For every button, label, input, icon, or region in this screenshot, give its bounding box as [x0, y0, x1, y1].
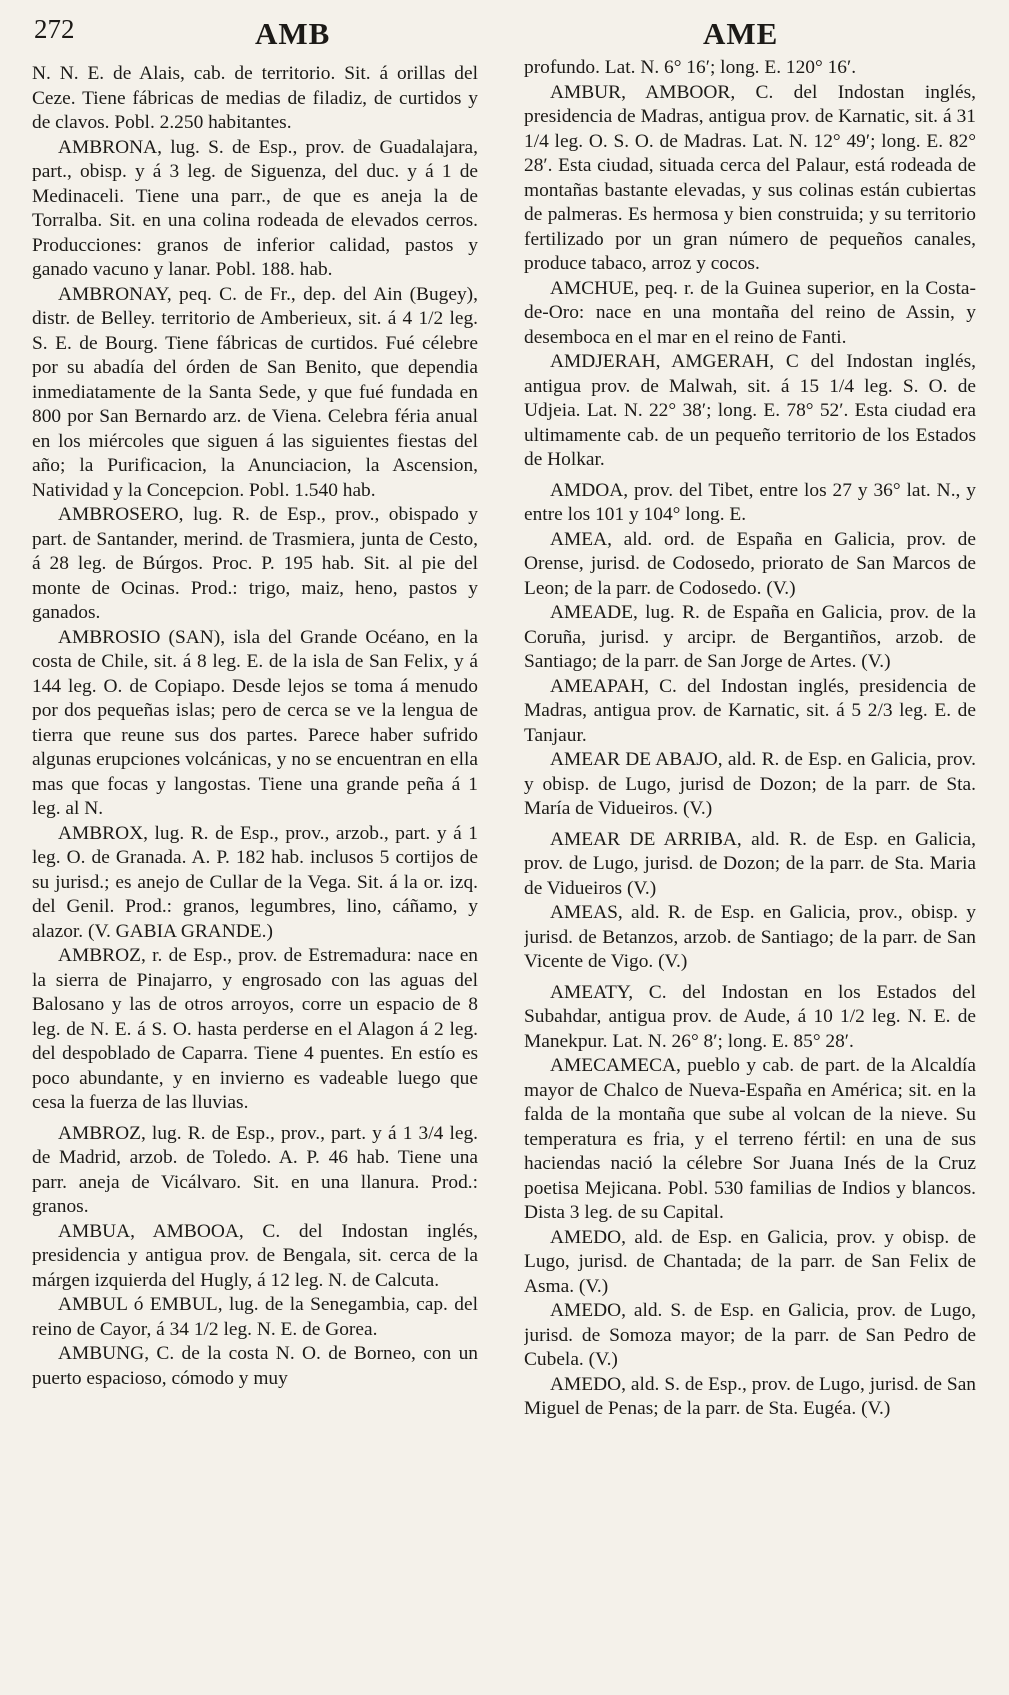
left-column [32, 62, 478, 1687]
entry-paragraph: AMCHUE, peq. r. de la Guinea superior, en la Costa-de-Oro: nace en una montaña del reino de Assin, y desemboca en el mar en el reino de Fanti. [524, 277, 976, 348]
entry-paragraph: AMECAMECA, pueblo y cab. de part. de la Alcaldía mayor de Chalco de Nueva-España en América; sit. en la falda de la montaña que sube al volcan de la nieve. Su temperatura es fria, y el terreno fértil: en una de sus haciendas nació la célebre Sor Juana Inés de la Cruz poetisa Mejicana. Pobl. 530 familias de Indios y blancos. Dista 3 leg. de su Capital. [524, 1055, 976, 1223]
entry-paragraph: AMBRONAY, peq. C. de Fr., dep. del Ain (Bugey), distr. de Belley. territorio de Amberieux, sit. á 4 1/2 leg. S. E. de Bourg. Tiene fábricas de curtidos. Fué célebre por su abadía del órden de San Benito, que dependia inmediatamente de la Santa Sede, y que fué fundada en 800 por San Bernardo arz. de Viena. Celebra féria anual en los miércoles que siguen á las siguientes fiestas del año; la Purificacion, la Anunciacion, la Ascension, Natividad y la Concepcion. Pobl. 1.540 hab. [32, 283, 478, 501]
entry-paragraph: AMBROZ, r. de Esp., prov. de Estremadura: nace en la sierra de Pinajarro, y engrosado con las aguas del Balosano y las de otros arroyos, corre un espacio de 8 leg. de N. E. á S. O. hasta perderse en el Alagon á 2 leg. del despoblado de Caparra. Tiene 4 puentes. En estío es poco abundante, y en invierno es vadeable luego que cesa la fuerza de las lluvias. [32, 945, 478, 1113]
entry-paragraph: AMBUNG, C. de la costa N. O. de Borneo, con un puerto espacioso, cómodo y muy [32, 1343, 478, 1389]
page-number: 272 [34, 14, 75, 44]
entry-paragraph: profundo. Lat. N. 6° 16′; long. E. 120° 16′. [524, 57, 857, 78]
entry-paragraph: AMEA, ald. ord. de España en Galicia, prov. de Orense, jurisd. de Codosedo, priorato de San Marcos de Leon; de la parr. de Codosedo. (V.) [524, 528, 976, 599]
entry-paragraph: AMEAPAH, C. del Indostan inglés, presidencia de Madras, antigua prov. de Karnatic, sit. á 5 2/3 leg. E. de Tanjaur. [524, 675, 976, 746]
entry-paragraph: AMDJERAH, AMGERAH, C del Indostan inglés, antigua prov. de Malwah, sit. á 15 1/4 leg. S. O. de Udjeia. Lat. N. 22° 38′; long. E. 78° 52′. Esta ciudad era ultimamente cab. de un pequeño territorio de los Estados de Holkar. [524, 351, 976, 470]
entry-paragraph: AMBROSERO, lug. R. de Esp., prov., obispado y part. de Santander, merind. de Trasmiera, junta de Cesto, á 28 leg. de Búrgos. Proc. P. 195 hab. Sit. al pie del monte de Ocinas. Prod.: trigo, maiz, heno, pastos y ganados. [32, 504, 478, 623]
entry-paragraph: AMBRONA, lug. S. de Esp., prov. de Guadalajara, part., obisp. y á 3 leg. de Siguenza, del duc. y á 1 de Medinaceli. Tiene una parr., de que es aneja la de Torralba. Sit. en una colina rodeada de elevados cerros. Producciones: granos de inferior calidad, pastos y ganado vacuno y lanar. Pobl. 188. hab. [32, 136, 478, 280]
entry-paragraph: AMBUL ó EMBUL, lug. de la Senegambia, cap. del reino de Cayor, á 34 1/2 leg. N. E. de Gorea. [32, 1294, 478, 1340]
entry-paragraph: AMEATY, C. del Indostan en los Estados del Subahdar, antigua prov. de Aude, á 10 1/2 leg. N. E. de Manekpur. Lat. N. 26° 8′; long. E. 85° 28′. [524, 981, 976, 1052]
entry-paragraph: AMEAS, ald. R. de Esp. en Galicia, prov., obisp. y jurisd. de Betanzos, arzob. de Santiago; de la parr. de San Vicente de Vigo. (V.) [524, 902, 976, 972]
entry-paragraph: AMBUR, AMBOOR, C. del Indostan inglés, presidencia de Madras, antigua prov. de Karnatic, sit. á 31 1/4 leg. O. S. O. de Madras. Lat. N. 12° 49′; long. E. 82° 28′. Esta ciudad, situada cerca del Palaur, está rodeada de montañas bastante elevadas, y sus colinas están cubiertas de palmeras. Es hermosa y bien construida; y su territorio fertilizado por un gran número de pequeños canales, produce tabaco, arroz y cocos. [524, 81, 976, 274]
left-running-head: AMB [255, 16, 331, 51]
entry-paragraph: AMEDO, ald. S. de Esp. en Galicia, prov. de Lugo, jurisd. de Somoza mayor; de la parr. de San Pedro de Cubela. (V.) [524, 1300, 976, 1370]
entry-paragraph: AMEAR DE ARRIBA, ald. R. de Esp. en Galicia, prov. de Lugo, jurisd. de Dozon; de la parr. de Sta. Maria de Vidueiros (V.) [524, 828, 976, 899]
entry-paragraph: AMEDO, ald. de Esp. en Galicia, prov. y obisp. de Lugo, jurisd. de Chantada; de la parr. de San Felix de Asma. (V.) [524, 1226, 976, 1297]
entry-paragraph: AMDOA, prov. del Tibet, entre los 27 y 36° lat. N., y entre los 101 y 104° long. E. [524, 479, 976, 525]
entry-paragraph: AMBROSIO (SAN), isla del Grande Océano, en la costa de Chile, sit. á 8 leg. E. de la isla de San Felix, y á 144 leg. O. de Copiapo. Desde lejos se toma á menudo por dos pequeñas islas; pero de cerca se ve la lengua de tierra que reune sus dos partes. Parece haber sufrido algunas erupciones volcánicas, y no se encuentran en ella mas que focas y langostas. Tiene una grande peña á 1 leg. al N. [32, 626, 478, 819]
entry-paragraph: N. N. E. de Alais, cab. de territorio. Sit. á orillas del Ceze. Tiene fábricas de medias de filadiz, de curtidos y de clavos. Pobl. 2.250 habitantes. [32, 63, 478, 133]
entry-paragraph: AMBUA, AMBOOA, C. del Indostan inglés, presidencia y antigua prov. de Bengala, sit. cerca de la márgen izquierda del Hugly, á 12 leg. N. de Calcuta. [32, 1220, 478, 1291]
entry-paragraph: AMEAR DE ABAJO, ald. R. de Esp. en Galicia, prov. y obisp. de Lugo, jurisd de Dozon; de la parr. de Sta. María de Vidueiros. (V.) [524, 749, 976, 819]
right-running-head: AME [703, 16, 779, 51]
entry-paragraph: AMBROZ, lug. R. de Esp., prov., part. y á 1 3/4 leg. de Madrid, arzob. de Toledo. A. P. 46 hab. Tiene una parr. aneja de Vicálvaro. Sit. en una llanura. Prod.: granos. [32, 1122, 478, 1217]
entry-paragraph: AMEADE, lug. R. de España en Galicia, prov. de la Coruña, jurisd. y arcipr. de Bergantiños, arzob. de Santiago; de la parr. de San Jorge de Artes. (V.) [524, 602, 976, 672]
entry-paragraph: AMEDO, ald. S. de Esp., prov. de Lugo, jurisd. de San Miguel de Penas; de la parr. de Sta. Eugéa. (V.) [524, 1373, 976, 1419]
right-column [524, 56, 976, 1681]
entry-paragraph: AMBROX, lug. R. de Esp., prov., arzob., part. y á 1 leg. O. de Granada. A. P. 182 hab. inclusos 5 cortijos de su jurisd.; es anejo de Cullar de la Vega. Sit. á la or. izq. del Genil. Prod.: granos, legumbres, lino, cáñamo, y alazor. (V. GABIA GRANDE.) [32, 822, 478, 942]
